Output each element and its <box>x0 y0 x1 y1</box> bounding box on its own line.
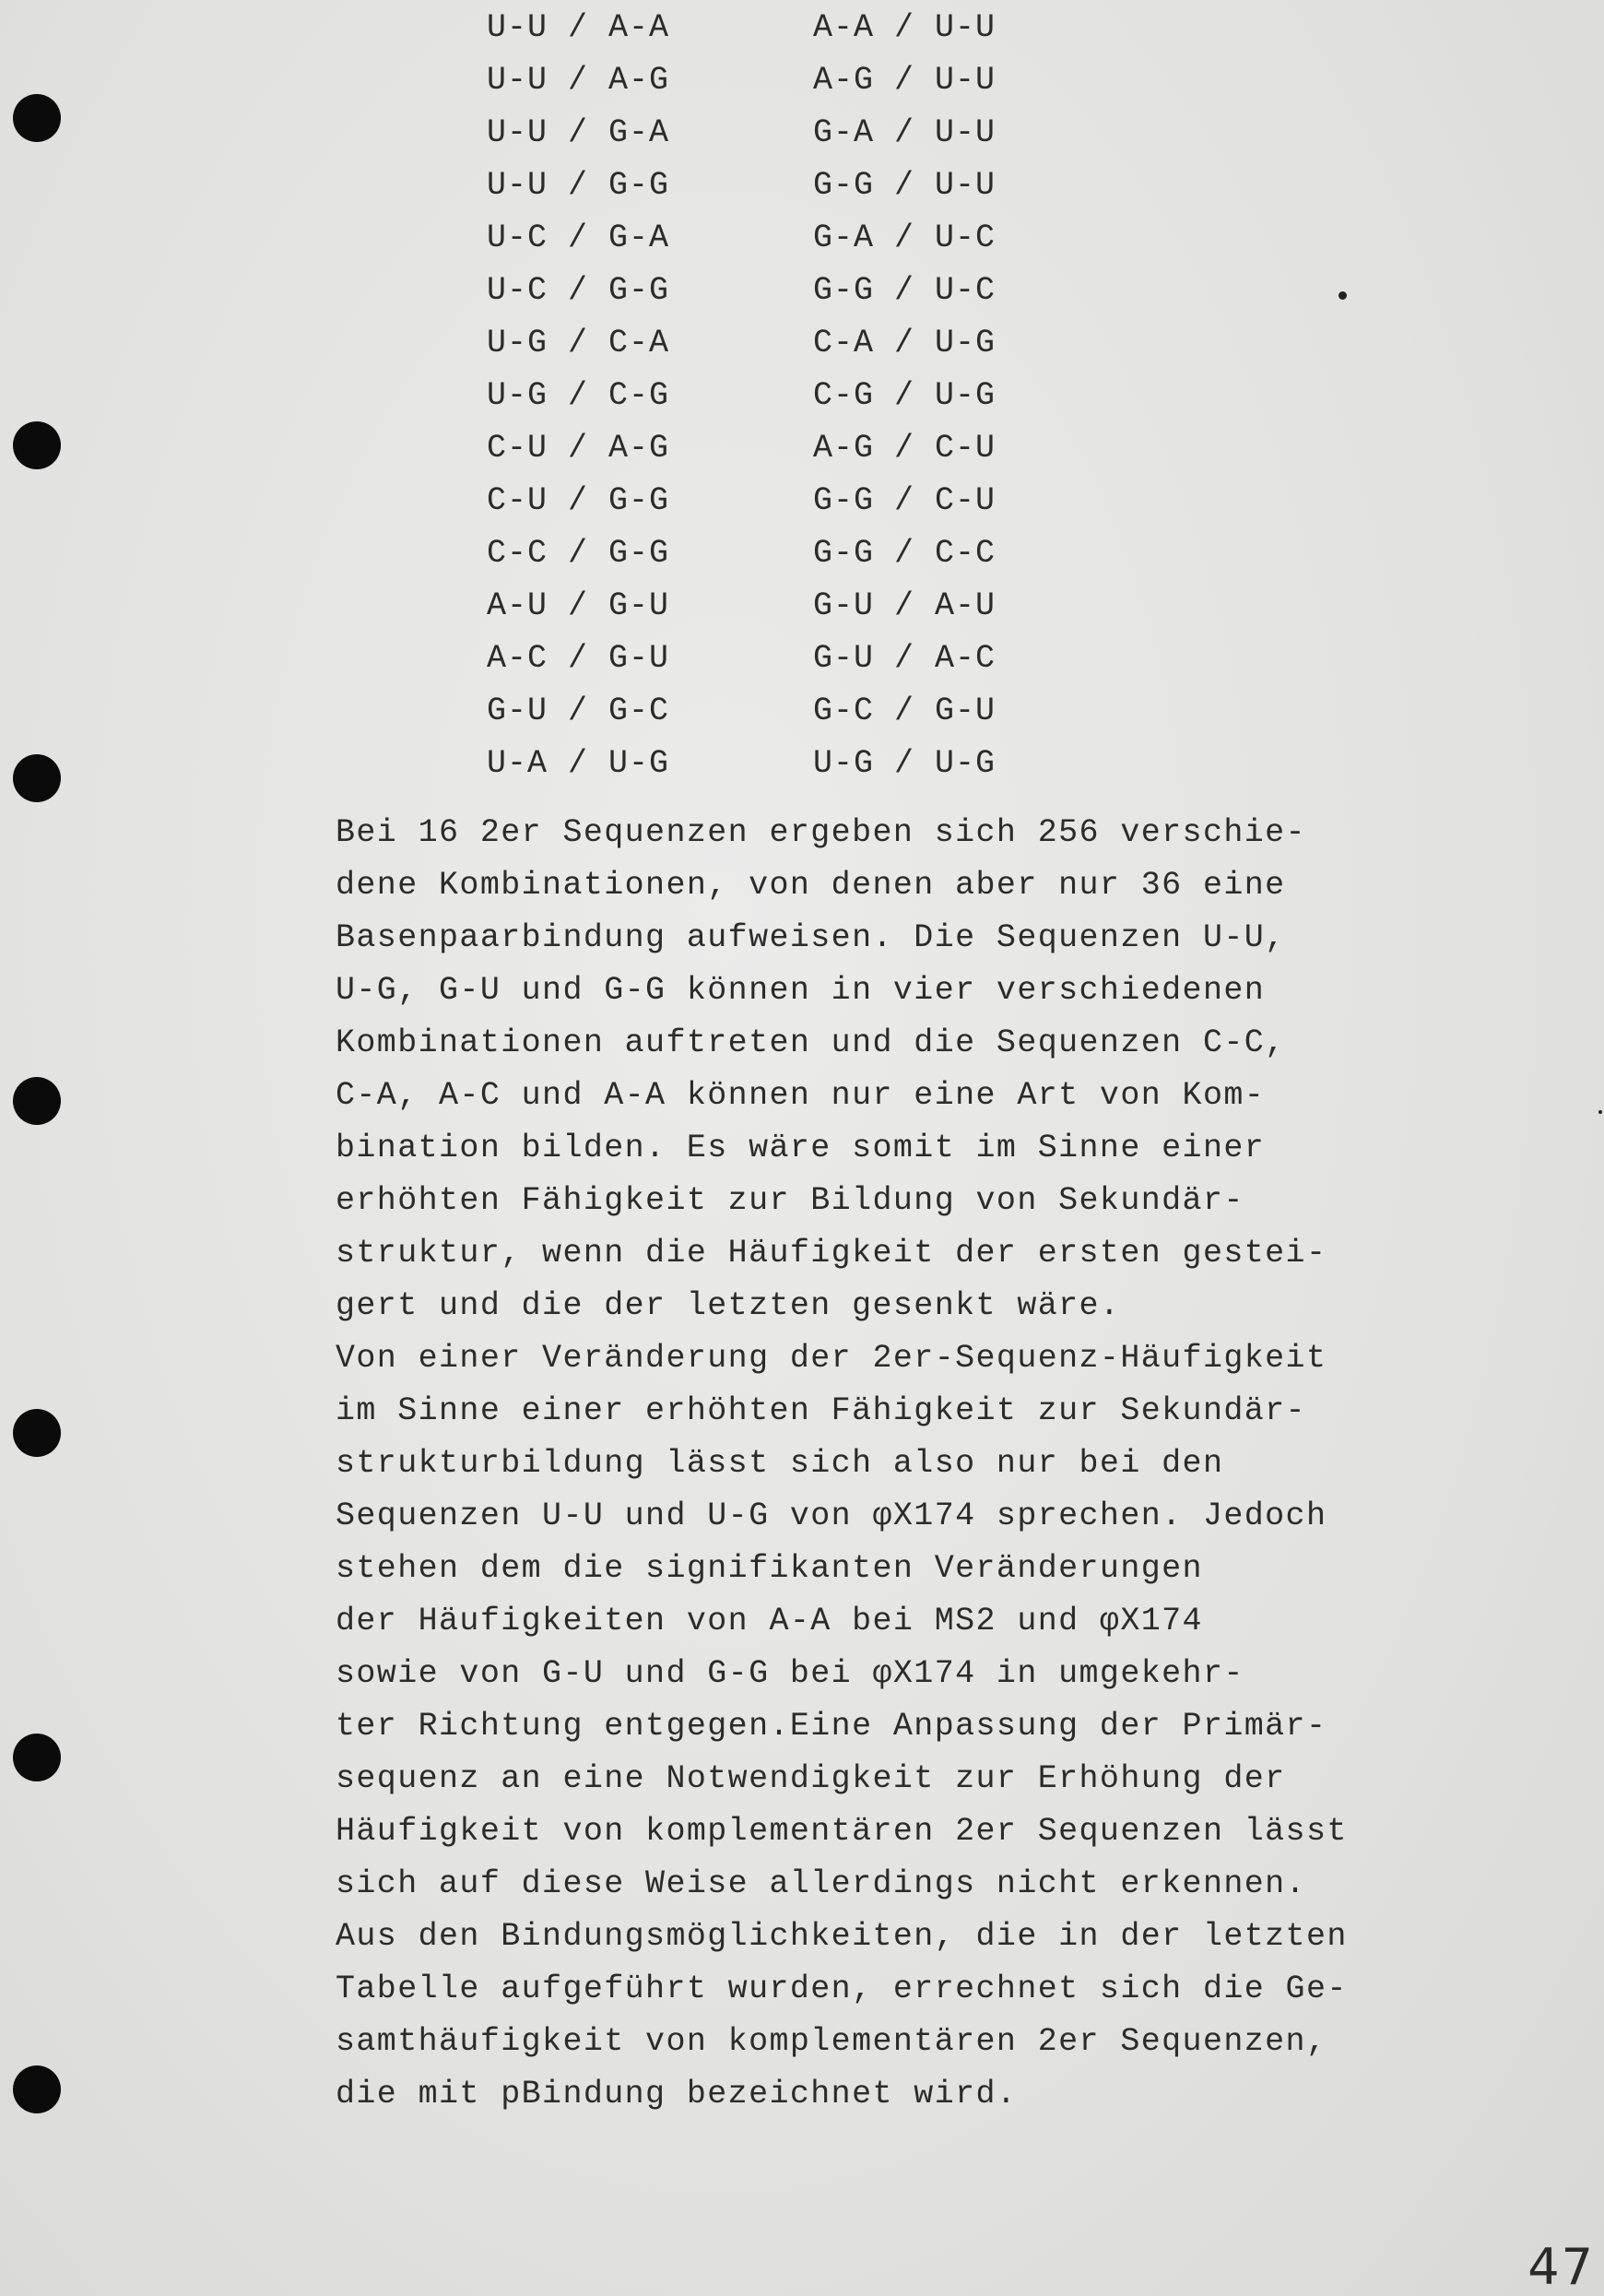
pair-left: A-C / G-U <box>487 640 670 677</box>
text-line: stehen dem die signifikanten Veränderungen <box>336 1550 1203 1587</box>
pair-left: U-C / G-A <box>487 219 670 256</box>
punch-hole <box>13 1734 61 1781</box>
table-row <box>487 54 1034 107</box>
pair-right: G-C / G-U <box>813 692 997 729</box>
pair-right: G-U / A-C <box>813 640 997 677</box>
pair-right: C-A / U-G <box>813 325 997 361</box>
pair-right: G-A / U-C <box>813 219 997 256</box>
scan-speck <box>1598 1110 1602 1114</box>
text-line: Von einer Veränderung der 2er-Sequenz-Häufigkeit <box>336 1340 1327 1377</box>
punch-hole <box>13 2065 61 2113</box>
pair-left: U-C / G-G <box>487 272 670 309</box>
punch-hole <box>13 94 61 142</box>
text-line: Häufigkeit von komplementären 2er Sequenzen lässt <box>336 1813 1348 1850</box>
pair-left: U-A / U-G <box>487 745 670 782</box>
table-row <box>487 265 1034 317</box>
text-line: Aus den Bindungsmöglichkeiten, die in der letzten <box>336 1918 1348 1955</box>
table-row <box>487 527 1034 580</box>
text-line: die mit pBindung bezeichnet wird. <box>336 2076 1018 2113</box>
pair-right: A-A / U-U <box>813 9 997 46</box>
text-line: sowie von G-U und G-G bei φX174 in umgekehr- <box>336 1655 1244 1692</box>
pair-left: C-U / G-G <box>487 482 670 519</box>
pair-right: U-G / U-G <box>813 745 997 782</box>
text-line: Basenpaarbindung aufweisen. Die Sequenzen U-U, <box>336 919 1286 956</box>
text-line: Kombinationen auftreten und die Sequenzen C-C, <box>336 1024 1286 1061</box>
text-line: Sequenzen U-U und U-G von φX174 sprechen. Jedoch <box>336 1497 1327 1534</box>
text-line: erhöhten Fähigkeit zur Bildung von Sekundär- <box>336 1182 1244 1219</box>
table-row <box>487 2 1034 54</box>
text-line: bination bilden. Es wäre somit im Sinne einer <box>336 1130 1266 1166</box>
pair-right: C-G / U-G <box>813 377 997 414</box>
punch-hole <box>13 754 61 802</box>
pair-right: G-G / U-C <box>813 272 997 309</box>
scan-speck <box>1339 291 1347 300</box>
pair-left: U-G / C-G <box>487 377 670 414</box>
table-row <box>487 370 1034 422</box>
text-line: samthäufigkeit von komplementären 2er Sequenzen, <box>336 2023 1327 2060</box>
pair-right: G-G / C-C <box>813 535 997 572</box>
table-row <box>487 633 1034 685</box>
punch-hole <box>13 1409 61 1457</box>
text-line: C-A, A-C und A-A können nur eine Art von Kom- <box>336 1077 1266 1114</box>
table-row <box>487 107 1034 160</box>
text-line: der Häufigkeiten von A-A bei MS2 und φX174 <box>336 1603 1203 1639</box>
table-row <box>487 422 1034 475</box>
pair-right: G-G / U-U <box>813 167 997 204</box>
base-pair-table <box>487 2 1034 790</box>
pair-right: G-G / C-U <box>813 482 997 519</box>
body-paragraph <box>336 807 1423 2121</box>
pair-left: G-U / G-C <box>487 692 670 729</box>
pair-left: U-U / G-A <box>487 114 670 151</box>
table-row <box>487 475 1034 527</box>
pair-left: C-C / G-G <box>487 535 670 572</box>
text-line: struktur, wenn die Häufigkeit der ersten gestei- <box>336 1235 1327 1272</box>
punch-hole <box>13 421 61 469</box>
text-line: gert und die der letzten gesenkt wäre. <box>336 1287 1121 1324</box>
pair-left: A-U / G-U <box>487 587 670 624</box>
text-line: im Sinne einer erhöhten Fähigkeit zur Sekundär- <box>336 1392 1306 1429</box>
table-row <box>487 212 1034 265</box>
table-row <box>487 685 1034 738</box>
text-line: strukturbildung lässt sich also nur bei den <box>336 1445 1224 1482</box>
pair-right: G-A / U-U <box>813 114 997 151</box>
table-row <box>487 580 1034 633</box>
pair-left: U-G / C-A <box>487 325 670 361</box>
pair-left: U-U / A-A <box>487 9 670 46</box>
text-line: dene Kombinationen, von denen aber nur 36 eine <box>336 867 1286 904</box>
text-line: ter Richtung entgegen.Eine Anpassung der Primär- <box>336 1708 1327 1745</box>
punch-hole <box>13 1077 61 1125</box>
text-line: sequenz an eine Notwendigkeit zur Erhöhung der <box>336 1760 1286 1797</box>
table-row <box>487 160 1034 212</box>
text-line: Tabelle aufgeführt wurden, errechnet sich die Ge- <box>336 1971 1348 2007</box>
page-number: 47 <box>1527 2238 1595 2296</box>
text-line: sich auf diese Weise allerdings nicht erkennen. <box>336 1865 1306 1902</box>
table-row <box>487 317 1034 370</box>
pair-right: G-U / A-U <box>813 587 997 624</box>
text-line: Bei 16 2er Sequenzen ergeben sich 256 verschie- <box>336 814 1306 851</box>
text-line: U-G, G-U und G-G können in vier verschiedenen <box>336 972 1266 1009</box>
pair-left: C-U / A-G <box>487 430 670 467</box>
pair-right: A-G / U-U <box>813 62 997 99</box>
pair-right: A-G / C-U <box>813 430 997 467</box>
table-row <box>487 738 1034 790</box>
pair-left: U-U / A-G <box>487 62 670 99</box>
pair-left: U-U / G-G <box>487 167 670 204</box>
